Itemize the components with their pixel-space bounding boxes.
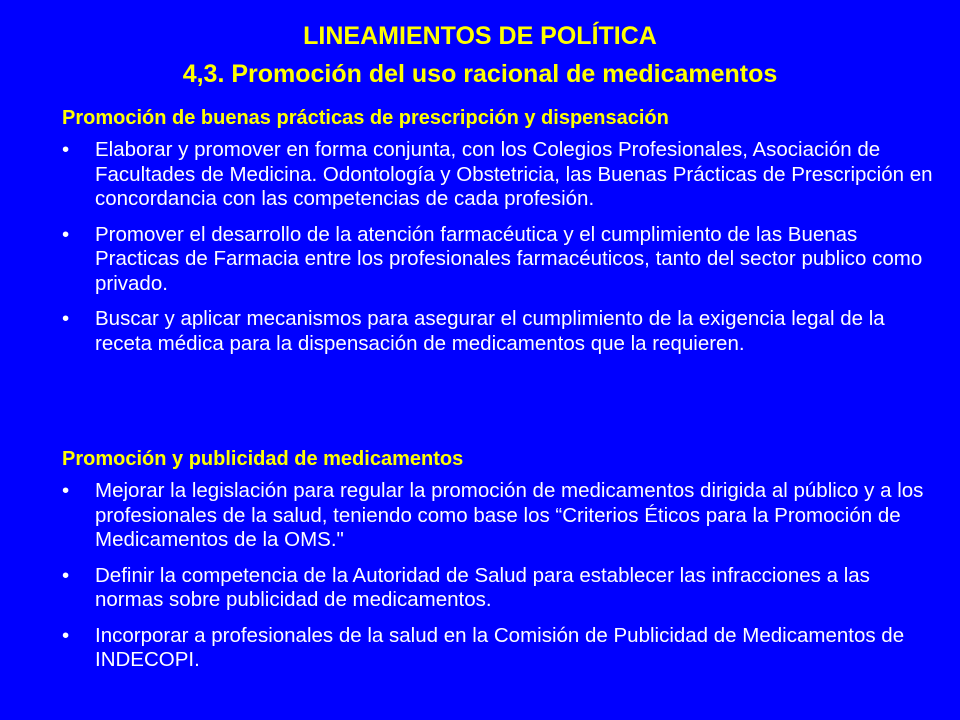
section-heading: Promoción y publicidad de medicamentos — [62, 448, 464, 470]
bullet-text: Mejorar la legislación para regular la promoción de medicamentos dirigida al público y a los profesionales de la salud, teniendo como base los “Criterios Éticos para la Promoción de Medicamentos de la OMS." — [95, 479, 924, 551]
bullet-item — [62, 307, 942, 356]
bullet-icon: • — [62, 307, 70, 330]
slide-title: LINEAMIENTOS DE POLÍTICA — [303, 22, 657, 50]
bullet-list — [62, 138, 942, 356]
bullet-item — [62, 479, 942, 553]
bullet-item — [62, 564, 942, 613]
bullet-text: Promover el desarrollo de la atención farmacéutica y el cumplimiento de las Buenas Practicas de Farmacia entre los profesionales farmacéuticos, tanto del sector publico como privado. — [95, 222, 923, 295]
bullet-item — [62, 223, 942, 297]
section-advertising — [62, 447, 942, 684]
bullet-item — [62, 624, 942, 673]
section-heading: Promoción de buenas prácticas de prescripción y dispensación — [62, 107, 669, 129]
bullet-icon: • — [62, 623, 70, 647]
bullet-icon: • — [62, 138, 70, 161]
section-prescription-practices — [62, 106, 942, 367]
bullet-item — [62, 138, 942, 212]
slide-subtitle: 4,3. Promoción del uso racional de medicamentos — [182, 60, 778, 88]
bullet-text: Elaborar y promover en forma conjunta, con los Colegios Profesionales, Asociación de Facultades de Medicina. Odontología y Obstetricia, las Buenas Prácticas de Prescripción en concordancia con las competencias de cada profesión. — [95, 138, 933, 210]
bullet-text: Incorporar a profesionales de la salud en la Comisión de Publicidad de Medicamentos de INDECOPI. — [95, 623, 905, 671]
bullet-icon: • — [62, 222, 70, 246]
bullet-list — [62, 479, 942, 673]
bullet-text: Buscar y aplicar mecanismos para asegurar el cumplimiento de la exigencia legal de la receta médica para la dispensación de medicamentos que la requieren. — [95, 307, 885, 355]
bullet-icon: • — [62, 563, 70, 587]
bullet-text: Definir la competencia de la Autoridad de Salud para establecer las infracciones a las normas sobre publicidad de medicamentos. — [95, 563, 870, 611]
bullet-icon: • — [62, 479, 70, 502]
